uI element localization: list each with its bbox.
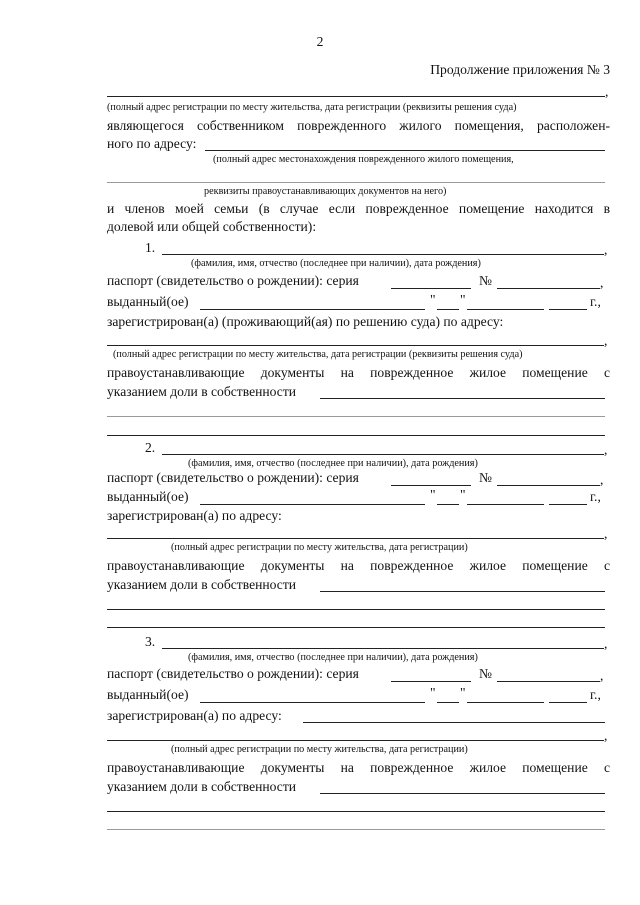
member-2-issued-label: выданный(ое): [107, 489, 189, 504]
member-1-number: 1.: [145, 240, 156, 255]
comma: ,: [600, 472, 604, 487]
comma: ,: [600, 275, 604, 290]
member-1-address-caption: (полный адрес регистрации по месту жительства, дата регистрации (реквизиты решения суда): [113, 349, 523, 360]
member-2-series-field[interactable]: [391, 485, 471, 486]
member-3-number: 3.: [145, 634, 156, 649]
member-1-day-field[interactable]: [437, 309, 459, 310]
member-3-docs-field-3[interactable]: [107, 829, 605, 830]
member-1-docs-line2: указанием доли в собственности: [107, 384, 297, 399]
member-1-name-caption: (фамилия, имя, отчество (последнее при наличии), дата рождения): [191, 258, 481, 269]
member-3-year-field[interactable]: [549, 702, 587, 703]
location-caption: (полный адрес местонахождения поврежденного жилого помещения,: [213, 154, 514, 165]
member-1-docs-line1: правоустанавливающие документы на поврежденное жилое помещение с: [107, 365, 610, 380]
member-3-year-suffix: г.,: [590, 687, 601, 702]
docs-caption: реквизиты правоустанавливающих документов на него): [204, 186, 447, 197]
member-2-issued-by-field[interactable]: [200, 504, 425, 505]
member-2-number-field[interactable]: [497, 485, 600, 486]
member-3-no-sign: №: [479, 666, 492, 681]
member-3-month-field[interactable]: [467, 702, 544, 703]
member-1-number-field[interactable]: [497, 288, 600, 289]
member-3-docs-line2: указанием доли в собственности: [107, 779, 297, 794]
member-3-issued-label: выданный(ое): [107, 687, 189, 702]
page-number: 2: [316, 34, 324, 49]
member-3-address-caption: (полный адрес регистрации по месту жительства, дата регистрации): [171, 744, 468, 755]
member-1-docs-field-3[interactable]: [107, 435, 605, 436]
member-1-year-field[interactable]: [549, 309, 587, 310]
member-1-name-field[interactable]: [162, 254, 604, 255]
family-text-line1: и членов моей семьи (в случае если поврежденное помещение находится в: [107, 201, 610, 216]
member-2-day-field[interactable]: [437, 504, 459, 505]
comma: ,: [604, 442, 608, 457]
member-1-series-field[interactable]: [391, 288, 471, 289]
member-3-docs-field-2[interactable]: [107, 811, 605, 812]
member-3-issued-by-field[interactable]: [200, 702, 425, 703]
member-2-address-field[interactable]: [107, 538, 604, 539]
member-2-month-field[interactable]: [467, 504, 544, 505]
quote: ": [430, 292, 436, 307]
comma: ,: [600, 668, 604, 683]
quote: ": [460, 487, 466, 502]
member-2-passport-label: паспорт (свидетельство о рождении): серия: [107, 470, 359, 485]
owner-text-line1: являющегося собственником поврежденного жилого помещения, расположен-: [107, 118, 610, 133]
member-3-day-field[interactable]: [437, 702, 459, 703]
member-1-issued-label: выданный(ое): [107, 294, 189, 309]
member-3-number-field[interactable]: [497, 681, 600, 682]
member-3-passport-label: паспорт (свидетельство о рождении): серия: [107, 666, 359, 681]
family-text-line2: долевой или общей собственности):: [107, 219, 317, 234]
member-1-address-field[interactable]: [107, 345, 604, 346]
owner-text-line2: ного по адресу:: [107, 136, 197, 151]
quote: ": [430, 487, 436, 502]
member-3-registered-field[interactable]: [303, 722, 605, 723]
member-2-year-suffix: г.,: [590, 489, 601, 504]
comma: ,: [604, 728, 608, 743]
member-3-series-field[interactable]: [391, 681, 471, 682]
member-3-address-field[interactable]: [107, 740, 604, 741]
member-1-no-sign: №: [479, 273, 492, 288]
member-1-registered-label: зарегистрирован(а) (проживающий(ая) по решению суда) по адресу:: [107, 314, 504, 329]
member-3-name-caption: (фамилия, имя, отчество (последнее при наличии), дата рождения): [188, 652, 478, 663]
member-1-issued-by-field[interactable]: [200, 309, 425, 310]
comma: ,: [604, 636, 608, 651]
property-location-field[interactable]: [205, 150, 605, 151]
member-2-docs-field-3[interactable]: [107, 627, 605, 628]
member-2-docs-field-2[interactable]: [107, 609, 605, 610]
member-3-docs-field[interactable]: [320, 793, 605, 794]
owner-address-caption: (полный адрес регистрации по месту жительства, дата регистрации (реквизиты решения суда): [107, 102, 517, 113]
owner-address-field[interactable]: [107, 96, 605, 97]
continuation-title: Продолжение приложения № 3: [430, 62, 610, 77]
member-2-number: 2.: [145, 440, 156, 455]
member-2-docs-line2: указанием доли в собственности: [107, 577, 297, 592]
quote: ": [460, 292, 466, 307]
member-2-docs-line1: правоустанавливающие документы на поврежденное жилое помещение с: [107, 558, 610, 573]
member-2-address-caption: (полный адрес регистрации по месту жительства, дата регистрации): [171, 542, 468, 553]
member-3-registered-label: зарегистрирован(а) по адресу:: [107, 708, 282, 723]
comma: ,: [605, 84, 609, 99]
member-2-name-field[interactable]: [162, 454, 604, 455]
member-2-registered-label: зарегистрирован(а) по адресу:: [107, 508, 282, 523]
member-1-docs-field[interactable]: [320, 398, 605, 399]
member-1-month-field[interactable]: [467, 309, 544, 310]
comma: ,: [604, 242, 608, 257]
quote: ": [430, 685, 436, 700]
comma: ,: [604, 333, 608, 348]
member-1-passport-label: паспорт (свидетельство о рождении): серия: [107, 273, 359, 288]
member-3-name-field[interactable]: [162, 648, 604, 649]
member-1-docs-field-2[interactable]: [107, 416, 605, 417]
property-location-field-2[interactable]: [107, 182, 605, 183]
member-2-no-sign: №: [479, 470, 492, 485]
member-2-name-caption: (фамилия, имя, отчество (последнее при наличии), дата рождения): [188, 458, 478, 469]
member-3-docs-line1: правоустанавливающие документы на поврежденное жилое помещение с: [107, 760, 610, 775]
member-2-year-field[interactable]: [549, 504, 587, 505]
quote: ": [460, 685, 466, 700]
comma: ,: [604, 526, 608, 541]
member-2-docs-field[interactable]: [320, 591, 605, 592]
member-1-year-suffix: г.,: [590, 294, 601, 309]
